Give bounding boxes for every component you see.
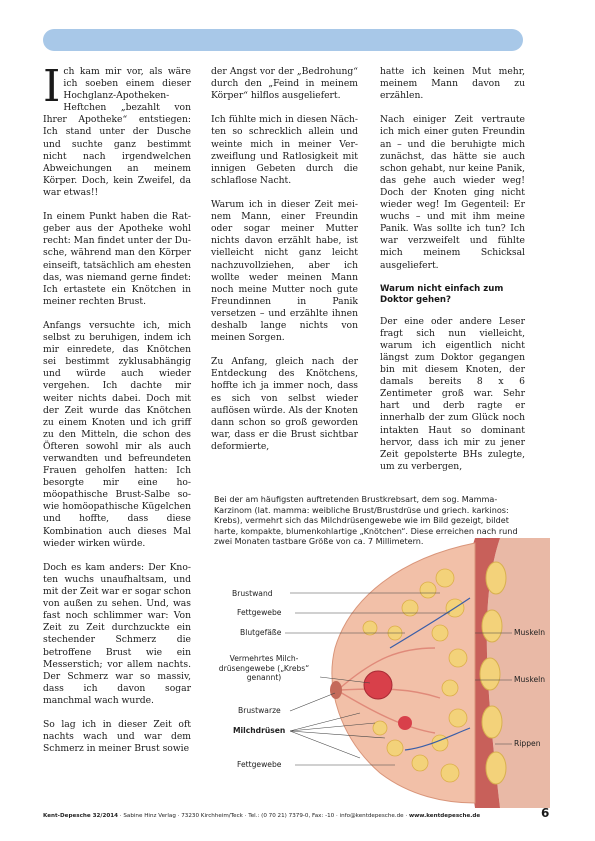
- article-column-1: [43, 61, 191, 767]
- footer-website: www.kentdepesche.de: [408, 813, 481, 819]
- label-blutgefaesse: Blutgefäße: [240, 628, 282, 637]
- tumor-small: [398, 716, 412, 730]
- paragraph: So lag ich in dieser Zeit oft nachts wach und war dem Schmerz in meiner Brust sowie: [43, 719, 191, 755]
- article-column-2: [211, 66, 358, 465]
- nipple: [330, 681, 342, 699]
- section-subheading: Warum nicht einfach zum Doktor gehen?: [380, 283, 504, 305]
- label-brustwand: Brustwand: [232, 589, 273, 598]
- tumor: [364, 671, 392, 699]
- paragraph: Der eine oder andere Leser fragt sich nun vielleicht, warum ich eigentlich nicht längst zum Doktor gegangen bin mit diesem Knoten, der damals bereits 8 x 6 Zentimeter groß war. Sehr hart und derb ragte er innerhalb der zum Glück noch intakten Haut so dominant hervor, dass ich mir zu jener Zeit gepolsterte BHs zulegte, um zu verbergen,: [380, 315, 525, 472]
- paragraph: der Angst vor der „Bedrohung“ durch den „Feind in meinem Körper“ hilflos ausgeliefert.: [211, 66, 358, 102]
- paragraph: Zu Anfang, gleich nach der Entdeckung des Knötchens, hoffte ich ja immer noch, dass es sich von selbst wieder auflösen würde. Als der Knoten dann schon so groß geworden war, dass er die Brust sichtbar deformierte,: [211, 356, 358, 452]
- paragraph: Anfangs versuchte ich, mich selbst zu beruhigen, indem ich mir einredete, das Knötchen sei bestimmt zyklusabhängig und würde auch wieder vergehen. Ich dachte mir weiter nichts dabei. Doch mit der Zeit wurde das Knötchen zu einem Knoten und ich griff zu den Mitteln, die schon des Öfteren sowohl mir als auch verwandten und befreundeten Frauen geholfen hatten: Ich besorgte mir eine homöopathische Brust-Salbe sowie homöopathische Kügelchen und hoffte, dass diese Kombination auch dieses Mal wieder wirken würde.: [43, 319, 191, 549]
- footer-magazine: Kent-Depesche 32/2014: [43, 813, 119, 819]
- page-footer: [43, 813, 523, 819]
- header-bar: [43, 29, 523, 51]
- paragraph: Ich fühlte mich in diesen Nächten so schrecklich allein und weinte mich in meiner Verzweiflung und Ratlosigkeit mit innigen Gebeten durch die schlaflose Nacht.: [211, 114, 358, 186]
- breast-anatomy-diagram: [200, 538, 550, 808]
- paragraph: Nach einiger Zeit vertraute ich mich einer guten Freundin an – und die beruhigte mich zunächst, das hätte sie auch schon gehabt, nur keine Panik, das gehe auch wieder weg! Doch der Knoten ging nicht wieder weg! Im Gegenteil: Er wuchs – und mit ihm meine Panik. Was sollte ich tun? Ich war verzweifelt und fühlte mich meinem Schicksal ausgeliefert.: [380, 114, 525, 271]
- footer-details: · Sabine Hinz Verlag · 73230 Kirchheim/Teck · Tel.: (0 70 21) 7379-0, Fax: -10 · info@kentdepesche.de ·: [118, 813, 409, 819]
- paragraph: In einem Punkt haben die Ratgeber aus der Apotheke wohl recht: Man findet unter der Dusche, während man den Körper einseift, tatsächlich am ehesten das, was niemand gerne findet: Ich ertastete ein Knötchen in meiner rechten Brust.: [43, 211, 191, 307]
- page-number: 6: [541, 806, 550, 820]
- label-brustwarze: Brustwarze: [238, 706, 281, 715]
- label-fettgewebe-bottom: Fettgewebe: [237, 760, 282, 769]
- label-milchdruesen: Milchdrüsen: [233, 726, 286, 735]
- label-muskeln-1: Muskeln: [514, 628, 546, 637]
- paragraph: Warum ich in dieser Zeit meinem Mann, einer Freundin oder sogar meiner Mutter nichts davon erzählt habe, ist vielleicht nicht ganz leicht nachzuvollziehen, aber ich wollte weder meinen Mann noch meine Mutter noch gute Freundinnen in Panik versetzen – und erzählte ihnen deshalb lange nichts von meinen Sorgen.: [211, 199, 358, 344]
- paragraph: Ich kam mir vor, als wäre ich soeben einem dieser Hochglanz-Apotheken-Heftchen „bezahlt von Ihrer Apotheke“ entstiegen: Ich stand unter der Dusche und suchte ganz bestimmt nicht nach irgendwelchen Abweichungen an meinem Körper. Doch, kein Zweifel, da war etwas!!: [43, 61, 191, 198]
- drop-cap: I: [43, 61, 61, 112]
- breast-tissue: [332, 543, 475, 803]
- label-rippen: Rippen: [514, 739, 541, 748]
- label-muskeln-2: Muskeln: [514, 675, 546, 684]
- label-vermehrtes-gewebe: Vermehrtes Milch-drüsengewebe („Krebs“ genannt): [218, 654, 310, 682]
- paragraph: hatte ich keinen Mut mehr, meinem Mann davon zu erzählen.: [380, 66, 525, 102]
- article-column-3: [380, 66, 525, 485]
- figure-caption: Bei der am häufigsten auftretenden Brustkrebsart, dem sog. Mamma-Karzinom (lat. mamma: weibliche Brust/Brustdrüse und griech. karkinos: Krebs), vermehrt sich das Milchdrüsengewebe wie im Bild gezeigt, bildet harte, kompakte, blumenkohlartige „Knötchen“. Diese erreichen nach rund zwei Monaten tastbare Größe von ca. 7 Millimetern.: [214, 494, 518, 547]
- paragraph: Doch es kam anders: Der Knoten wuchs unaufhaltsam, und mit der Zeit war er sogar schon von außen zu sehen. Und, was fast noch schlimmer war: Von Zeit zu Zeit durchzuckte ein stechender Schmerz die betroffene Brust wie ein Messerstich; vor allem nachts. Der Schmerz war so massiv, dass ich davon sogar manchmal wach wurde.: [43, 561, 191, 706]
- label-fettgewebe-top: Fettgewebe: [237, 608, 282, 617]
